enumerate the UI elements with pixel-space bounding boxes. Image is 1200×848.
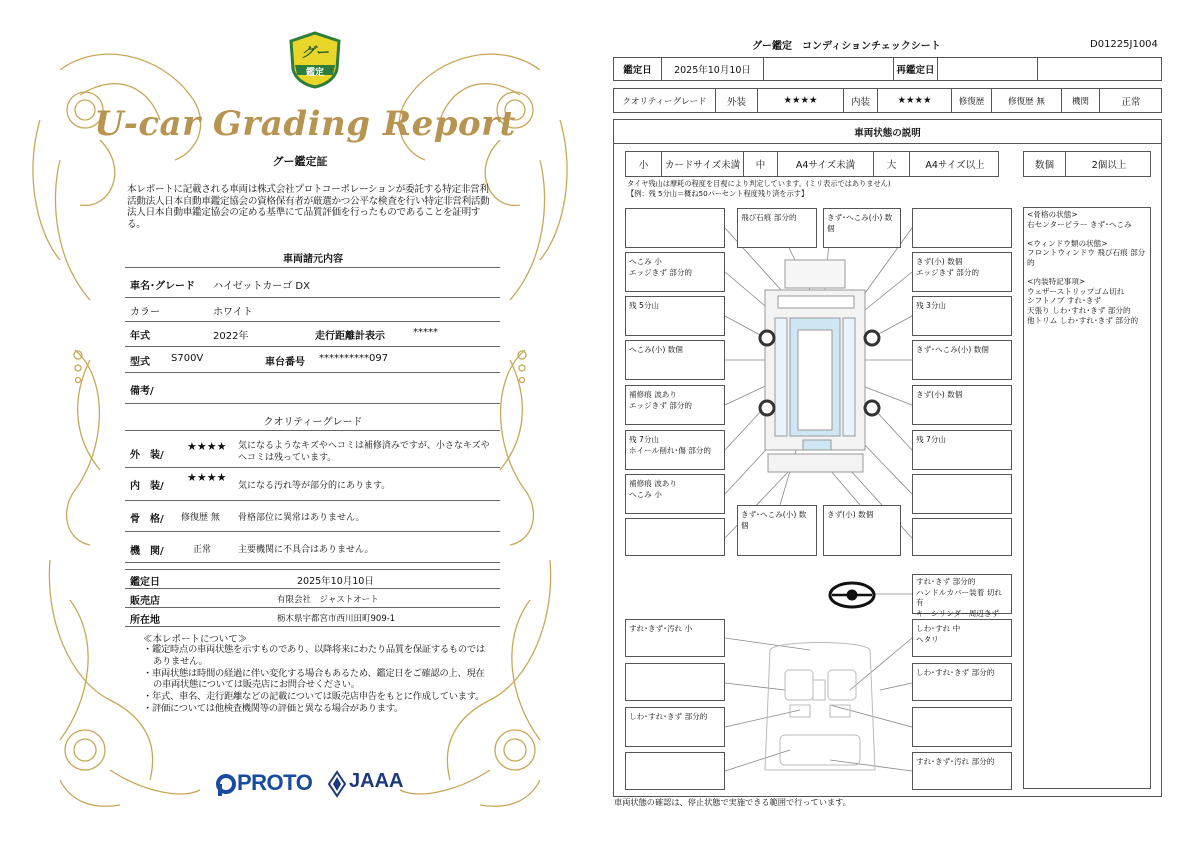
badge-text-top: グー bbox=[301, 45, 329, 61]
jaaa-logo: JAAA bbox=[349, 770, 404, 792]
exterior-note-box: きず･へこみ(小) 数個 bbox=[823, 208, 901, 248]
interior-stars: ★★★★ bbox=[187, 471, 227, 484]
side-note-line bbox=[1027, 268, 1147, 278]
jaaa-mark-icon bbox=[327, 770, 347, 798]
side-note-line: 天張り しわ･すれ･きず 部分的 bbox=[1027, 305, 1131, 315]
address-label: 所在地 bbox=[130, 615, 160, 626]
sheet-repair-value: 修復歴 無 bbox=[992, 89, 1062, 112]
exterior-note-box bbox=[625, 208, 725, 248]
exterior-note-box: きず(小) 数個 bbox=[912, 385, 1012, 425]
tire-note-1: タイヤ残山は摩耗の程度を目視により判定しています。(ミリ表示ではありません) bbox=[627, 179, 891, 188]
note-item: ・車両状態は時間の経過に伴い変化する場合もあるため、鑑定日をご確認の上、現在の車両状態については販売店にお問合せください。 bbox=[143, 667, 485, 691]
specs-section-title: 車両諸元内容 bbox=[283, 254, 343, 265]
quality-row-frame bbox=[125, 501, 500, 532]
badge-text-bottom: 鑑定 bbox=[305, 68, 324, 78]
interior-text: 気になる汚れ等が部分的にあります。 bbox=[238, 481, 391, 491]
mileage-value: ***** bbox=[413, 327, 438, 338]
exterior-note-box bbox=[912, 208, 1012, 248]
color-value: ホワイト bbox=[213, 307, 253, 318]
remarks-label: 備考/ bbox=[130, 386, 154, 397]
model-label: 型式 bbox=[130, 357, 150, 368]
exterior-note-box: 残 7分山 ホイール削れ･傷 部分的 bbox=[625, 430, 725, 470]
exterior-note-box: 残 3分山 bbox=[912, 296, 1012, 336]
size-large-desc: A4サイズ以上 bbox=[925, 160, 985, 171]
size-mid: 中 bbox=[744, 152, 778, 176]
footer-logos bbox=[215, 768, 415, 804]
year-label: 年式 bbox=[130, 331, 150, 342]
year-value: 2022年 bbox=[213, 331, 249, 342]
sheet-ext-stars: ★★★★ bbox=[758, 89, 844, 112]
engine-text: 主要機関に不具合はありません。 bbox=[238, 545, 374, 555]
engine-label: 機 関/ bbox=[130, 546, 164, 557]
sheet-ext-label: 外装 bbox=[716, 89, 758, 112]
exterior-text: 気になるようなキズやヘコミは補修済みですが、小さなキズやヘコミは残っています。 bbox=[238, 441, 490, 463]
shop-value: 有限会社 ジャストオート bbox=[277, 595, 379, 605]
size-legend bbox=[625, 151, 999, 177]
address-value: 栃木県宇都宮市西川田町909-1 bbox=[277, 614, 396, 624]
side-note-line: 右センターピラー きず･へこみ bbox=[1027, 219, 1132, 229]
frame-label: 骨 格/ bbox=[130, 514, 164, 525]
document-id: D01225J1004 bbox=[1090, 39, 1158, 50]
side-note-line: フロントウィンドウ 飛び石痕 部分的 bbox=[1027, 248, 1146, 267]
svg-text:U-car Grading Report: U-car Grading Report bbox=[94, 104, 516, 144]
special-notes-panel bbox=[1023, 207, 1151, 789]
sheet-repair-label: 修復歴 bbox=[952, 89, 992, 112]
interior-note-box: すれ･きず･汚れ 部分的 bbox=[912, 752, 1012, 790]
spec-row-model bbox=[125, 347, 500, 373]
side-note-line: シフトノブ すれ･きず bbox=[1027, 296, 1102, 306]
chassis-label: 車台番号 bbox=[265, 357, 305, 368]
frame-value: 修復歴 無 bbox=[181, 513, 220, 523]
explain-title: 車両状態の説明 bbox=[613, 119, 1162, 144]
report-title bbox=[0, 95, 600, 155]
quality-section-title: クオリティーグレード bbox=[263, 417, 363, 428]
date-value: 2025年10月10日 bbox=[297, 576, 374, 587]
tire-note bbox=[627, 179, 891, 198]
dealer-row-address bbox=[125, 608, 500, 627]
name-value: ハイゼットカーゴ DX bbox=[213, 281, 310, 292]
note-item: ・鑑定時点の車両状態を示すものであり、以降将来にわたり品質を保証するものではありません。 bbox=[143, 644, 485, 667]
side-note-line: <骨格の状態> bbox=[1027, 210, 1078, 219]
spec-row-name bbox=[125, 273, 500, 298]
quality-row-exterior bbox=[125, 436, 500, 468]
size-large: 大 bbox=[874, 152, 910, 176]
exterior-note-box bbox=[912, 518, 1012, 556]
side-note-line: <ウィンドウ類の状態> bbox=[1027, 238, 1108, 248]
count-desc: 2個以上 bbox=[1091, 160, 1127, 171]
size-small-desc: カードサイズ未満 bbox=[662, 152, 744, 176]
date-label: 鑑定日 bbox=[130, 577, 160, 588]
interior-label: 内 装/ bbox=[130, 481, 164, 492]
exterior-stars: ★★★★ bbox=[187, 440, 227, 453]
quality-row-interior bbox=[125, 468, 500, 501]
count-label: 数個 bbox=[1024, 152, 1066, 176]
interior-note-box bbox=[912, 707, 1012, 747]
side-note-line: ウェザーストリップゴム切れ bbox=[1027, 286, 1125, 296]
dealer-row-date bbox=[125, 569, 500, 589]
exterior-label: 外 装/ bbox=[130, 450, 164, 461]
interior-note-box: しわ･すれ･きず 部分的 bbox=[912, 663, 1012, 701]
side-note-line bbox=[1027, 229, 1147, 239]
interior-note-box bbox=[625, 663, 725, 701]
side-note-line: <内装特記事項> bbox=[1027, 277, 1086, 287]
exterior-note-box bbox=[912, 474, 1012, 514]
exterior-note-box: 補修痕 波あり へこみ 小 bbox=[625, 474, 725, 514]
footer-note: 車両状態の確認は、停止状態で実施できる範囲で行っています。 bbox=[614, 797, 851, 807]
quality-top-rule bbox=[125, 430, 500, 431]
notes-title: ≪本レポートについて≫ bbox=[143, 634, 248, 645]
tire-note-2: 【例：残 5分山＝概ね50パーセント程度残り済を示す】 bbox=[627, 188, 809, 198]
exterior-note-box bbox=[625, 518, 725, 556]
quality-row bbox=[613, 88, 1162, 113]
exterior-note-box: きず･へこみ(小) 数個 bbox=[737, 505, 817, 556]
exterior-note-box: きず(小) 数個 エッジきず 部分的 bbox=[912, 252, 1012, 292]
interior-note-box: しわ･すれ 中 へタリ bbox=[912, 619, 1012, 657]
exterior-note-box: 飛び石痕 部分的 bbox=[737, 208, 817, 248]
count-legend bbox=[1023, 151, 1151, 177]
shop-label: 販売店 bbox=[130, 596, 160, 607]
sheet-engine-value: 正常 bbox=[1121, 96, 1141, 108]
sheet-int-label: 内装 bbox=[844, 89, 878, 112]
size-small: 小 bbox=[626, 152, 662, 176]
note-item: ・評価については他検査機関等の評価と異なる場合があります。 bbox=[143, 702, 403, 714]
model-value: S700V bbox=[171, 353, 204, 364]
sheet-redate-value bbox=[938, 58, 1038, 80]
spec-row-color bbox=[125, 298, 500, 322]
interior-note-box: すれ･きず 部分的 ハンドルカバー装着 切れ有 キーシリンダー周辺きず bbox=[912, 574, 1012, 614]
proto-logo: PROTO bbox=[237, 770, 313, 795]
exterior-note-box: へこみ(小) 数個 bbox=[625, 340, 725, 380]
date-row bbox=[613, 57, 1162, 81]
side-note-line: 他トリム しわ･すれ･きず 部分的 bbox=[1027, 315, 1139, 325]
notes-list bbox=[143, 644, 493, 715]
exterior-note-box: 補修痕 波あり エッジきず 部分的 bbox=[625, 385, 725, 425]
exterior-note-box: へこみ 小 エッジきず 部分的 bbox=[625, 252, 725, 292]
chassis-value: **********097 bbox=[319, 353, 389, 364]
certificate-body: 本レポートに記載される車両は株式会社プロトコーポレーションが委託する特定非営利活動法人日本自動車鑑定協会の資格保有者が厳選かつ公平な検査を行い特定非営利活動法人日本自動車鑑定協会の定める基準にて品質評価を行ったものであることを証明する。 bbox=[127, 184, 490, 230]
note-item: ・年式、車名、走行距離などの記載については販売店申告をもとに作成しています。 bbox=[143, 691, 484, 703]
sheet-date-label: 鑑定日 bbox=[614, 58, 662, 80]
sheet-date-value: 2025年10月10日 bbox=[662, 58, 764, 80]
sheet-redate-blank bbox=[1038, 58, 1162, 80]
interior-note-box bbox=[625, 752, 725, 790]
exterior-note-box: きず･へこみ(小) 数個 bbox=[912, 340, 1012, 380]
size-mid-desc: A4サイズ未満 bbox=[778, 152, 874, 176]
quality-row-engine bbox=[125, 532, 500, 563]
sheet-quality-label: クオリティーグレード bbox=[614, 89, 716, 112]
dealer-row-shop bbox=[125, 589, 500, 608]
exterior-note-box: 残 7分山 bbox=[912, 430, 1012, 470]
engine-value: 正常 bbox=[193, 545, 212, 555]
mileage-label: 走行距離計表示 bbox=[315, 331, 385, 342]
interior-note-box: しわ･すれ･きず 部分的 bbox=[625, 707, 725, 747]
sheet-title: グー鑑定 コンディションチェックシート bbox=[752, 41, 941, 52]
sheet-engine-label: 機関 bbox=[1062, 89, 1100, 112]
color-label: カラー bbox=[130, 307, 160, 318]
sheet-date-blank bbox=[764, 58, 894, 80]
spec-row-remarks bbox=[125, 373, 500, 404]
sheet-redate-label: 再鑑定日 bbox=[894, 58, 938, 80]
sheet-int-stars: ★★★★ bbox=[878, 89, 952, 112]
spec-row-year bbox=[125, 322, 500, 347]
name-label: 車名･グレード bbox=[130, 281, 195, 292]
interior-note-box: すれ･きず･汚れ 小 bbox=[625, 619, 725, 657]
certificate-title: グー鑑定証 bbox=[272, 155, 328, 168]
proto-mark-icon bbox=[215, 773, 237, 797]
specs-top-rule bbox=[125, 267, 500, 268]
exterior-note-box: きず(小) 数個 bbox=[823, 505, 901, 556]
exterior-note-box: 残 5分山 bbox=[625, 296, 725, 336]
frame-text: 骨格部位に異常はありません。 bbox=[238, 513, 365, 523]
